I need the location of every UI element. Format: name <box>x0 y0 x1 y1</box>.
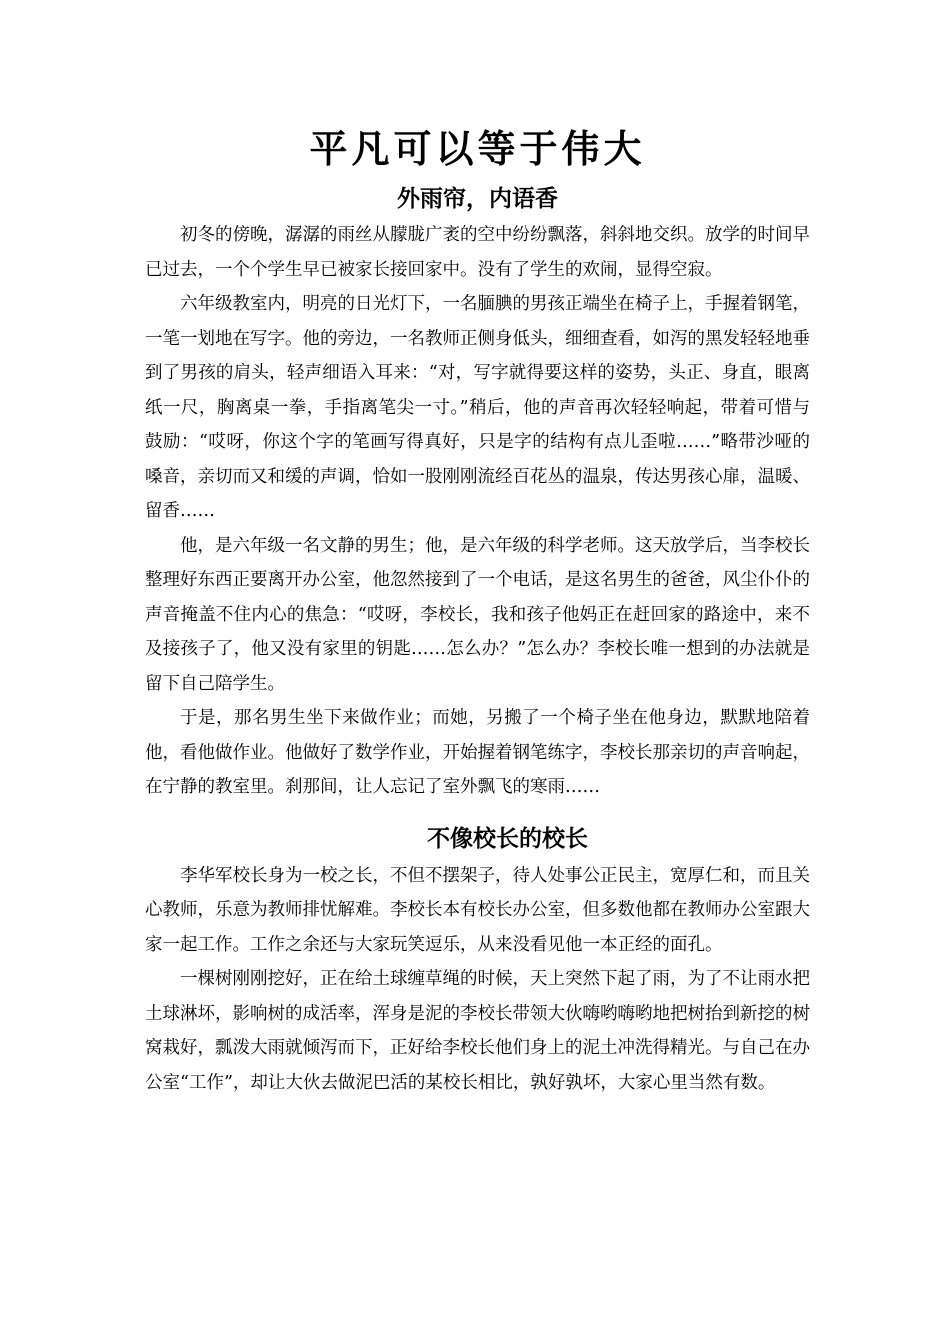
paragraph: 他，是六年级一名文静的男生；他，是六年级的科学老师。这天放学后，当李校长整理好东西正要离开办公室，他忽然接到了一个电话，是这名男生的爸爸，风尘仆仆的声音掩盖不住内心的焦急：“哎呀，李校长，我和孩子他妈正在赶回家的路途中，来不及接孩子了，他又没有家里的钥匙……怎么办？”怎么办？李校长唯一想到的办法就是留下自己陪学生。 <box>145 535 810 694</box>
paragraph: 六年级教室内，明亮的日光灯下，一名腼腆的男孩正端坐在椅子上，手握着钢笔，一笔一划地在写字。他的旁边，一名教师正侧身低头，细细查看，如泻的黑发轻轻地垂到了男孩的肩头，轻声细语入耳来：“对，写字就得要这样的姿势，头正、身直，眼离纸一尺，胸离桌一拳，手指离笔尖一寸。”稍后，他的声音再次轻轻响起，带着可惜与鼓励：“哎呀，你这个字的笔画写得真好，只是字的结构有点儿歪啦……”略带沙哑的嗓音，亲切而又和缓的声调，恰如一股刚刚流经百花丛的温泉，传达男孩心扉，温暖、留香…… <box>145 294 810 521</box>
paragraph: 一棵树刚刚挖好，正在给土球缠草绳的时候，天上突然下起了雨，为了不让雨水把土球淋坏，影响树的成活率，浑身是泥的李校长带领大伙嗨哟嗨哟地把树抬到新挖的树窝栽好，瓢泼大雨就倾泻而下，正好给李校长他们身上的泥土冲洗得精光。与自己在办公室“工作”，却让大伙去做泥巴活的某校长相比，孰好孰坏，大家心里当然有数。 <box>145 969 810 1093</box>
document-page <box>145 120 810 1100</box>
document-title: 平凡可以等于伟大 <box>309 127 646 171</box>
paragraph: 初冬的傍晚，潺潺的雨丝从朦胧广袤的空中纷纷飘落，斜斜地交织。放学的时间早已过去，一个个学生早已被家长接回家中。没有了学生的欢闹，显得空寂。 <box>145 225 810 280</box>
paragraph: 于是，那名男生坐下来做作业；而她，另搬了一个椅子坐在他身边，默默地陪着他，看他做作业。他做好了数学作业，开始握着钢笔练字，李校长那亲切的声音响起，在宁静的教室里。刹那间，让人忘记了室外飘飞的寒雨…… <box>145 708 810 797</box>
section-rain-curtain <box>145 180 810 805</box>
section-heading: 外雨帘，内语香 <box>397 186 558 212</box>
paragraph: 李华军校长身为一校之长，不但不摆架子，待人处事公正民主，宽厚仁和，而且关心教师，乐意为教师排忧解难。李校长本有校长办公室，但多数他都在教师办公室跟大家一起工作。工作之余还与大家玩笑逗乐，从来没看见他一本正经的面孔。 <box>145 865 810 955</box>
section-heading: 不像校长的校长 <box>427 825 588 852</box>
section-unlike-principal <box>145 819 810 1101</box>
